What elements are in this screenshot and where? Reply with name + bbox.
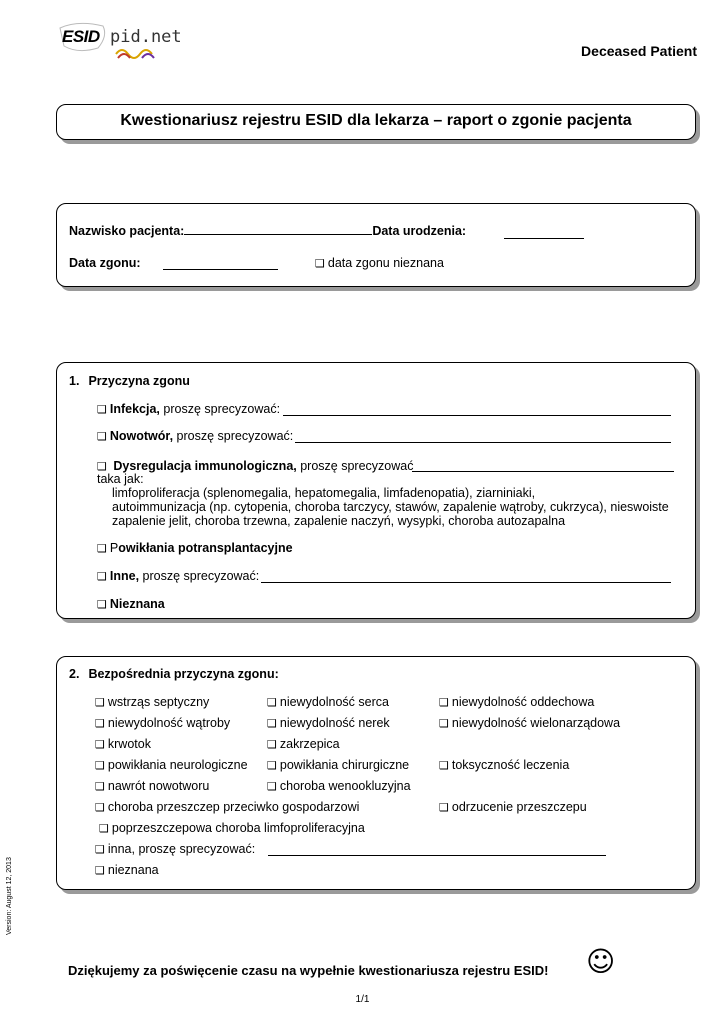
- checkbox-icon[interactable]: ❑: [267, 696, 277, 709]
- checkbox-icon[interactable]: ❑: [97, 570, 107, 583]
- checkbox-icon[interactable]: ❑: [95, 717, 105, 730]
- such-as-label: taka jak:: [97, 472, 144, 486]
- option-other[interactable]: ❑ inna, proszę sprecyzować:: [95, 842, 256, 856]
- birthdate-label: Data urodzenia:: [372, 224, 467, 238]
- cause-of-death-box: [56, 362, 696, 619]
- option-heart-failure[interactable]: ❑ niewydolność serca: [267, 695, 389, 709]
- unknown-cause-option[interactable]: ❑ Nieznana: [97, 597, 165, 611]
- option-ptld[interactable]: ❑ poprzeszczepowa choroba limfoproliferacyjna: [99, 821, 365, 835]
- surname-label: Nazwisko pacjenta:: [69, 224, 185, 238]
- birthdate-field[interactable]: [504, 237, 584, 239]
- immune-dysregulation-option[interactable]: ❑ Dysregulacja immunologiczna, proszę sprecyzować: [97, 459, 414, 473]
- patient-info-box: [56, 203, 696, 287]
- death-date-field[interactable]: [163, 268, 278, 270]
- option-multiorgan-failure[interactable]: ❑ niewydolność wielonarządowa: [439, 716, 621, 730]
- logo-pid-text: pid.net: [110, 27, 182, 47]
- checkbox-icon[interactable]: ❑: [95, 801, 105, 814]
- option-vod[interactable]: ❑ choroba wenookluzyjna: [267, 779, 411, 793]
- checkbox-icon[interactable]: ❑: [439, 696, 449, 709]
- checkbox-icon[interactable]: ❑: [97, 403, 107, 416]
- checkbox-icon[interactable]: ❑: [267, 759, 277, 772]
- checkbox-icon[interactable]: ❑: [439, 801, 449, 814]
- logo-esid-text: ESID: [62, 27, 100, 46]
- patient-surname-row: [69, 224, 466, 238]
- tumor-option[interactable]: ❑ Nowotwór, proszę sprecyzować:: [97, 429, 294, 443]
- checkbox-icon[interactable]: ❑: [439, 759, 449, 772]
- option-thrombosis[interactable]: ❑ zakrzepica: [267, 737, 340, 751]
- checkbox-icon[interactable]: ❑: [97, 542, 107, 555]
- checkbox-icon[interactable]: ❑: [95, 780, 105, 793]
- example-line-2: autoimmunizacja (np. cytopenia, choroba tarczycy, stawów, zapalenie wątroby, cukrzyca), nieswoiste: [112, 500, 669, 514]
- option-relapse[interactable]: ❑ nawrót nowotworu: [95, 779, 210, 793]
- checkbox-icon[interactable]: ❑: [95, 864, 105, 877]
- option-septic-shock[interactable]: ❑ wstrząs septyczny: [95, 695, 210, 709]
- other-specify-field[interactable]: [261, 581, 671, 583]
- checkbox-icon[interactable]: ❑: [267, 780, 277, 793]
- deceased-patient-label: Deceased Patient: [581, 43, 697, 59]
- checkbox-icon[interactable]: ❑: [267, 738, 277, 751]
- example-line-3: zapalenie jelit, choroba trzewna, zapalenie naczyń, wysypki, choroba autozapalna: [112, 514, 566, 528]
- death-date-label: Data zgonu:: [69, 256, 141, 270]
- thank-you-text: Dziękujemy za poświęcenie czasu na wypełnie kwestionariusza rejestru ESID!: [68, 963, 549, 978]
- option-surgical[interactable]: ❑ powikłania chirurgiczne: [267, 758, 410, 772]
- checkbox-icon[interactable]: ❑: [315, 257, 325, 270]
- title-box: [56, 104, 696, 140]
- transplant-complications-option[interactable]: ❑ Powikłania potransplantacyjne: [97, 541, 293, 555]
- option-neurological[interactable]: ❑ powikłania neurologiczne: [95, 758, 248, 772]
- infection-specify-field[interactable]: [283, 414, 671, 416]
- checkbox-icon[interactable]: ❑: [95, 759, 105, 772]
- checkbox-icon[interactable]: ❑: [99, 822, 109, 835]
- option-liver-failure[interactable]: ❑ niewydolność wątroby: [95, 716, 231, 730]
- option-gvhd[interactable]: ❑ choroba przeszczep przeciwko gospodarzowi: [95, 800, 360, 814]
- section1-heading: 1. Przyczyna zgonu: [69, 374, 190, 388]
- checkbox-icon[interactable]: ❑: [267, 717, 277, 730]
- esid-logo: [58, 18, 188, 66]
- tumor-specify-field[interactable]: [295, 441, 671, 443]
- checkbox-icon[interactable]: ❑: [439, 717, 449, 730]
- checkbox-icon[interactable]: ❑: [95, 738, 105, 751]
- checkbox-icon[interactable]: ❑: [97, 460, 107, 473]
- other-cause-option[interactable]: ❑ Inne, proszę sprecyzować:: [97, 569, 260, 583]
- other-direct-cause-field[interactable]: [268, 854, 606, 856]
- option-respiratory-failure[interactable]: ❑ niewydolność oddechowa: [439, 695, 595, 709]
- checkbox-icon[interactable]: ❑: [95, 843, 105, 856]
- version-label: Version: August 12, 2013: [6, 857, 13, 935]
- infection-option[interactable]: ❑ Infekcja, proszę sprecyzować:: [97, 402, 281, 416]
- direct-cause-box: [56, 656, 696, 890]
- option-unknown[interactable]: ❑ nieznana: [95, 863, 159, 877]
- option-kidney-failure[interactable]: ❑ niewydolność nerek: [267, 716, 390, 730]
- page-number: 1/1: [355, 994, 370, 1005]
- death-date-unknown-option[interactable]: ❑ data zgonu nieznana: [315, 256, 444, 270]
- checkbox-icon[interactable]: ❑: [97, 430, 107, 443]
- section2-heading: 2. Bezpośrednia przyczyna zgonu:: [69, 667, 279, 681]
- smiley-icon: ☺: [586, 945, 616, 978]
- checkbox-icon[interactable]: ❑: [95, 696, 105, 709]
- checkbox-icon[interactable]: ❑: [97, 598, 107, 611]
- dysregulation-specify-field[interactable]: [412, 470, 674, 472]
- surname-field[interactable]: [184, 233, 372, 235]
- option-rejection[interactable]: ❑ odrzucenie przeszczepu: [439, 800, 587, 814]
- page-title: Kwestionariusz rejestru ESID dla lekarza – raport o zgonie pacjenta: [120, 112, 632, 129]
- option-toxicity[interactable]: ❑ toksyczność leczenia: [439, 758, 570, 772]
- option-bleeding[interactable]: ❑ krwotok: [95, 737, 151, 751]
- example-line-1: limfoproliferacja (splenomegalia, hepatomegalia, limfadenopatia), ziarniniaki,: [112, 486, 536, 500]
